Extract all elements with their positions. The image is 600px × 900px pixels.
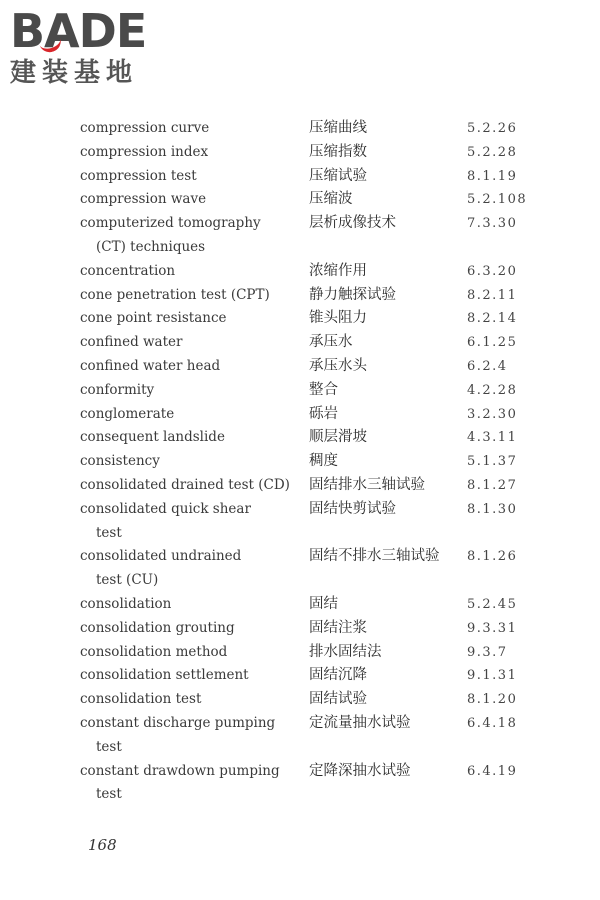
glossary-entry: [0, 593, 600, 617]
section-reference: 6.1.25: [467, 335, 518, 351]
english-term-text: consolidation method: [80, 643, 228, 660]
english-term: [0, 426, 309, 450]
glossary-entry: [0, 688, 600, 712]
glossary-entry: [0, 331, 600, 355]
english-term-text: conformity: [80, 381, 155, 398]
glossary-entry: [0, 307, 600, 331]
section-reference: 5.2.45: [467, 596, 518, 612]
chinese-term: 固结沉降: [309, 667, 367, 684]
english-term-text: conglomerate: [80, 405, 175, 422]
english-term-text: consistency: [80, 453, 160, 470]
chinese-term: 稠度: [309, 453, 338, 470]
english-term: [0, 284, 309, 308]
english-term-text: consolidated quick shear: [80, 500, 251, 517]
glossary-entry: [0, 188, 600, 212]
english-term-text: consolidation grouting: [80, 619, 235, 636]
english-term: [0, 688, 309, 712]
chinese-term: 压缩曲线: [309, 120, 367, 136]
glossary-entry: [0, 212, 600, 260]
chinese-term: 定降深抽水试验: [309, 762, 411, 779]
section-reference: 8.2.14: [467, 311, 518, 327]
glossary-entry: [0, 450, 600, 474]
english-term: [0, 617, 309, 641]
english-term-text: consolidated undrained: [80, 548, 242, 565]
chinese-term: 静力触探试验: [309, 286, 396, 303]
chinese-term: 固结注浆: [309, 619, 367, 636]
glossary-entry: [0, 617, 600, 641]
page-number: 168: [88, 836, 117, 854]
section-reference: 9.3.31: [467, 620, 518, 636]
english-term: [0, 450, 309, 474]
english-term: [0, 664, 309, 688]
section-reference: 3.2.30: [467, 406, 518, 422]
english-term: [0, 117, 309, 141]
section-reference: 9.3.7: [467, 644, 508, 660]
english-term: [0, 307, 309, 331]
english-term-continuation: test: [96, 738, 122, 755]
english-term-text: compression wave: [80, 191, 207, 208]
english-term-text: compression curve: [80, 120, 210, 136]
english-term-text: confined water head: [80, 357, 221, 374]
chinese-term: 顺层滑坡: [309, 429, 367, 446]
chinese-term: 砾岩: [309, 405, 338, 422]
english-term: [0, 712, 309, 760]
english-term-continuation: test (CU): [96, 572, 159, 589]
glossary-entry: [0, 117, 600, 141]
section-reference: 8.1.19: [467, 168, 518, 184]
english-term: [0, 474, 309, 498]
glossary-entry: [0, 403, 600, 427]
section-reference: 5.1.37: [467, 454, 518, 470]
section-reference: 5.2.108: [467, 192, 528, 208]
english-term: [0, 212, 309, 260]
english-term-text: consolidated drained test (CD): [80, 476, 290, 493]
english-term-text: compression index: [80, 143, 209, 160]
section-reference: 6.4.18: [467, 715, 518, 731]
english-term: [0, 188, 309, 212]
section-reference: 8.1.20: [467, 692, 518, 708]
chinese-term: 浓缩作用: [309, 262, 367, 279]
glossary-entry: [0, 760, 600, 808]
glossary-entry: [0, 664, 600, 688]
chinese-term: 排水固结法: [309, 643, 382, 660]
english-term-text: consolidation settlement: [80, 667, 249, 684]
glossary-entry: [0, 545, 600, 593]
section-reference: 5.2.28: [467, 144, 518, 160]
section-reference: 4.2.28: [467, 382, 518, 398]
glossary-entry: [0, 474, 600, 498]
english-term-text: confined water: [80, 334, 183, 351]
english-term-text: constant drawdown pumping: [80, 762, 280, 779]
english-term-text: computerized tomography: [80, 215, 261, 232]
chinese-term: 锥头阻力: [309, 310, 367, 327]
glossary-entry: [0, 641, 600, 665]
chinese-term: 固结快剪试验: [309, 500, 396, 517]
english-term: [0, 545, 309, 593]
section-reference: 8.1.30: [467, 501, 518, 517]
english-term: [0, 260, 309, 284]
glossary-entry: [0, 426, 600, 450]
section-reference: 8.2.11: [467, 287, 518, 303]
glossary-entry: [0, 498, 600, 546]
section-reference: 4.3.11: [467, 430, 518, 446]
glossary-entry: [0, 260, 600, 284]
english-term-text: cone penetration test (CPT): [80, 286, 270, 303]
section-reference: 9.1.31: [467, 668, 518, 684]
english-term-text: compression test: [80, 167, 197, 184]
english-term: [0, 498, 309, 546]
chinese-term: 层析成像技术: [309, 215, 396, 232]
english-term: [0, 641, 309, 665]
section-reference: 5.2.26: [467, 121, 518, 136]
glossary-entry: [0, 379, 600, 403]
english-term: [0, 165, 309, 189]
english-term-text: concentration: [80, 262, 176, 279]
glossary-entry: [0, 284, 600, 308]
chinese-term: 压缩波: [309, 191, 353, 208]
english-term-continuation: test: [96, 786, 122, 803]
english-term: [0, 760, 309, 808]
section-reference: 8.1.27: [467, 477, 518, 493]
english-term: [0, 141, 309, 165]
section-reference: 6.4.19: [467, 763, 518, 779]
chinese-term: 压缩试验: [309, 167, 367, 184]
logo-chinese-text: 建装基地: [10, 58, 139, 88]
english-term-text: consolidation: [80, 595, 172, 612]
chinese-term: 固结排水三轴试验: [309, 476, 425, 493]
english-term-text: cone point resistance: [80, 310, 227, 327]
chinese-term: 整合: [309, 381, 338, 398]
bade-logo: [10, 4, 180, 88]
glossary-entry: [0, 141, 600, 165]
glossary-list: [0, 117, 600, 807]
section-reference: 6.3.20: [467, 263, 518, 279]
english-term: [0, 379, 309, 403]
english-term-continuation: (CT) techniques: [96, 238, 206, 255]
english-term: [0, 403, 309, 427]
chinese-term: 定流量抽水试验: [309, 714, 411, 731]
section-reference: 7.3.30: [467, 216, 518, 232]
english-term-continuation: test: [96, 524, 122, 541]
english-term: [0, 355, 309, 379]
english-term-text: consolidation test: [80, 691, 202, 708]
glossary-entry: [0, 165, 600, 189]
section-reference: 6.2.4: [467, 358, 508, 374]
chinese-term: 承压水头: [309, 357, 367, 374]
chinese-term: 固结不排水三轴试验: [309, 548, 440, 565]
english-term-text: constant discharge pumping: [80, 714, 276, 731]
chinese-term: 压缩指数: [309, 143, 367, 160]
section-reference: 8.1.26: [467, 549, 518, 565]
chinese-term: 固结试验: [309, 691, 367, 708]
chinese-term: 固结: [309, 595, 338, 612]
english-term: [0, 331, 309, 355]
english-term: [0, 593, 309, 617]
glossary-entry: [0, 712, 600, 760]
logo-wordmark: BADE: [10, 4, 147, 58]
glossary-entry: [0, 355, 600, 379]
chinese-term: 承压水: [309, 334, 353, 351]
english-term-text: consequent landslide: [80, 429, 225, 446]
